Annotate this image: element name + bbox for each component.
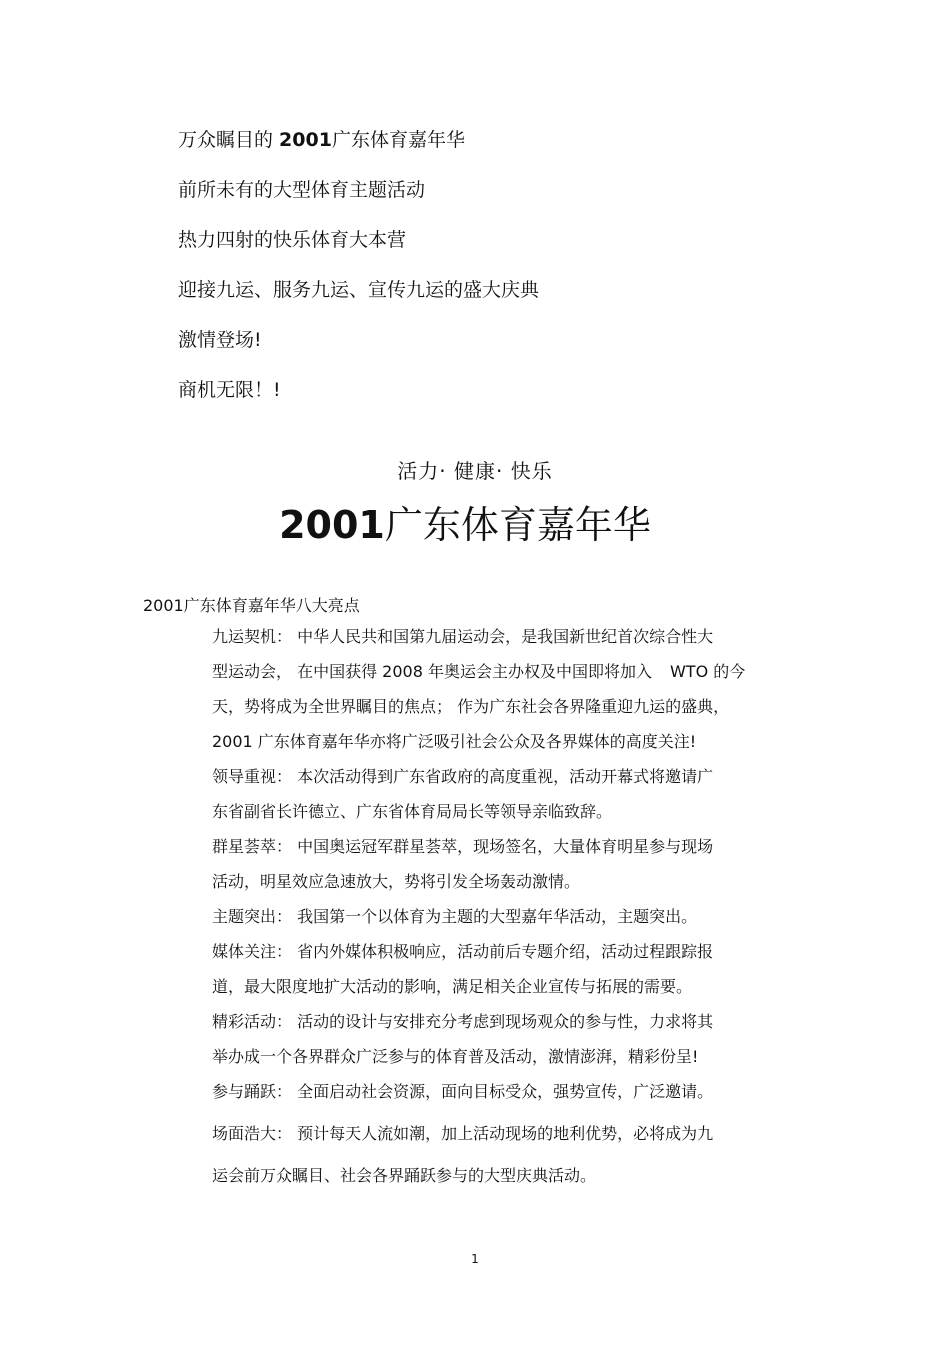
- highlight-line: 东省副省长许德立、广东省体育局局长等领导亲临致辞。: [212, 802, 613, 821]
- page-title-text: 广东体育嘉年华: [384, 503, 651, 547]
- highlight-line: 2001 广东体育嘉年华亦将广泛吸引社会公众及各界媒体的高度关注!: [212, 732, 697, 751]
- highlight-line: 场面浩大： 预计每天人流如潮，加上活动现场的地利优势，必将成为九: [212, 1124, 714, 1143]
- highlight-line: 活动，明星效应急速放大，势将引发全场轰动激情。: [212, 872, 581, 891]
- highlight-line: 天，势将成为全世界瞩目的焦点； 作为广东社会各界隆重迎九运的盛典，: [212, 697, 730, 716]
- intro-line-1-year: 2001: [279, 129, 332, 151]
- highlight-line: 领导重视： 本次活动得到广东省政府的高度重视，活动开幕式将邀请广: [212, 767, 714, 786]
- intro-line-3: 热力四射的快乐体育大本营: [178, 229, 407, 251]
- highlight-line: 道，最大限度地扩大活动的影响，满足相关企业宣传与拓展的需要。: [212, 977, 693, 996]
- intro-line-1: [178, 128, 878, 152]
- highlight-line-2-text: 型运动会， 在中国获得 2008 年奥运会主办权及中国即将加入: [212, 662, 652, 681]
- page-number: 1: [471, 1252, 479, 1266]
- slogan: 活力· 健康· 快乐: [397, 459, 553, 483]
- intro-line-6: 商机无限！!: [178, 379, 281, 401]
- intro-block: [178, 128, 878, 428]
- highlight-line: 参与踊跃： 全面启动社会资源，面向目标受众，强势宣传，广泛邀请。: [212, 1082, 714, 1101]
- highlight-line: 群星荟萃： 中国奥运冠军群星荟萃，现场签名，大量体育明星参与现场: [212, 837, 714, 856]
- highlight-line: 运会前万众瞩目、社会各界踊跃参与的大型庆典活动。: [212, 1166, 597, 1185]
- highlight-line: 媒体关注： 省内外媒体积极响应，活动前后专题介绍，活动过程跟踪报: [212, 942, 714, 961]
- highlight-line: 举办成一个各界群众广泛参与的体育普及活动，激情澎湃，精彩份呈!: [212, 1047, 699, 1066]
- intro-line-1-prefix: 万众瞩目的: [178, 129, 280, 151]
- highlight-line: 九运契机： 中华人民共和国第九届运动会，是我国新世纪首次综合性大: [212, 627, 714, 646]
- section-heading: 2001广东体育嘉年华八大亮点: [143, 596, 360, 615]
- intro-line-4: 迎接九运、服务九运、宣传九运的盛大庆典: [178, 279, 540, 301]
- highlight-line: [212, 662, 812, 682]
- intro-line-5: 激情登场!: [178, 329, 262, 351]
- highlight-line: 主题突出： 我国第一个以体育为主题的大型嘉年华活动，主题突出。: [212, 907, 698, 926]
- intro-line-1-suffix: 广东体育嘉年华: [331, 129, 465, 151]
- page-title-year: 2001: [279, 503, 385, 547]
- highlights-list: [212, 627, 812, 1201]
- highlight-line: 精彩活动： 活动的设计与安排充分考虑到现场观众的参与性，力求将其: [212, 1012, 714, 1031]
- page-title: [0, 500, 930, 550]
- intro-line-2: 前所未有的大型体育主题活动: [178, 179, 426, 201]
- highlight-line-2-tail: WTO 的今: [669, 662, 746, 681]
